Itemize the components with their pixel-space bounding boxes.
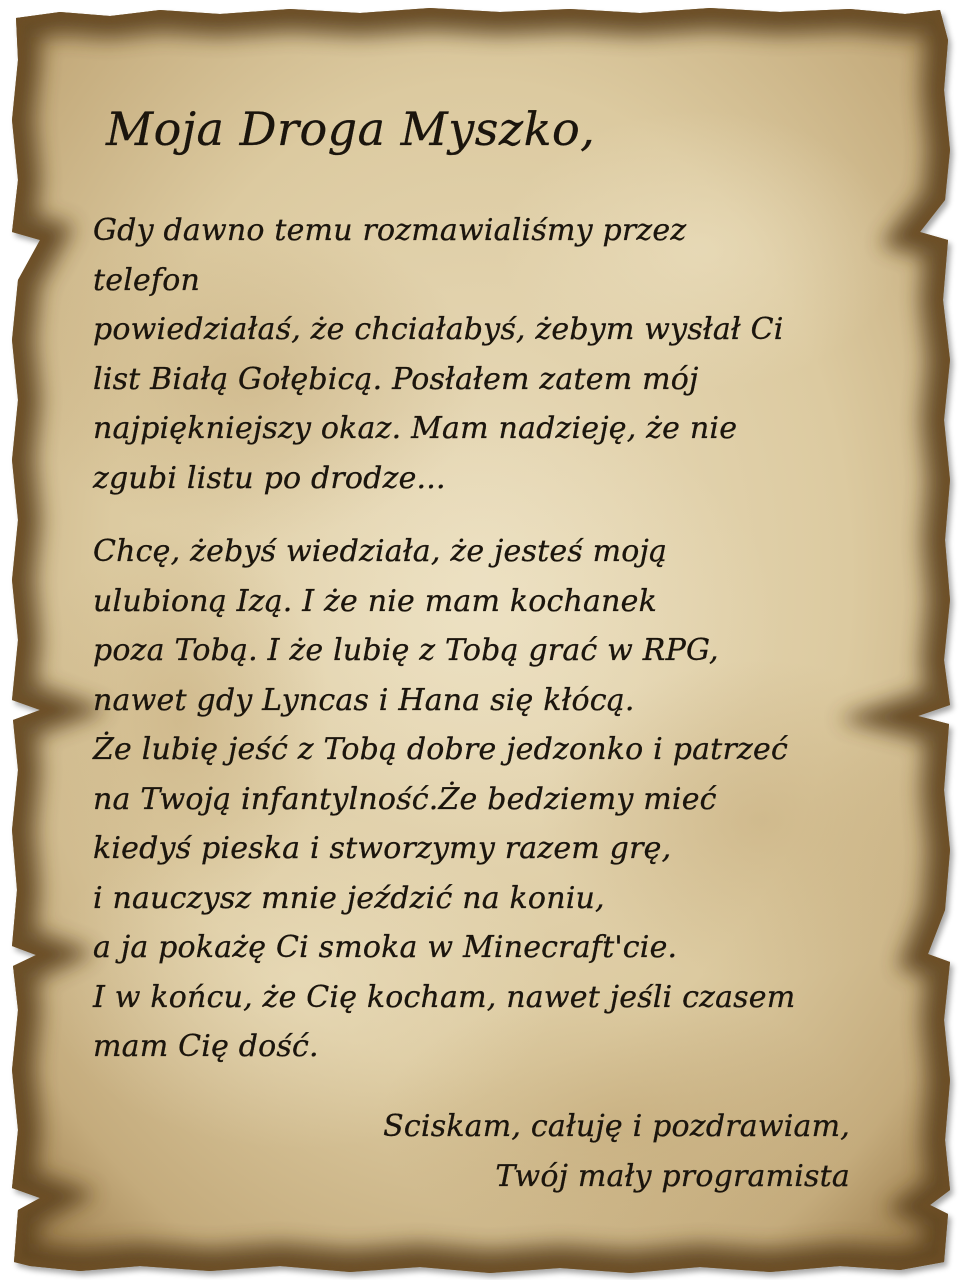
letter-line: nawet gdy Lyncas i Hana się kłócą. bbox=[93, 682, 635, 718]
letter-line: zgubi listu po drodze... bbox=[93, 460, 446, 496]
letter-line: Że lubię jeść z Tobą dobre jedzonko i patrzeć bbox=[93, 732, 788, 767]
letter-signature: Twój mały programista bbox=[495, 1158, 850, 1194]
letter-line: list Białą Gołębicą. Posłałem zatem mój bbox=[93, 361, 699, 397]
letter-greeting: Moja Droga Myszko, bbox=[106, 102, 596, 156]
letter-line: mam Cię dość. bbox=[93, 1029, 319, 1064]
letter-line: telefon bbox=[93, 262, 201, 298]
letter-line: a ja pokażę Ci smoka w Minecraft'cie. bbox=[93, 930, 678, 965]
letter-line: Gdy dawno temu rozmawialiśmy przez bbox=[93, 213, 687, 248]
letter-closing: Sciskam, całuję i pozdrawiam, bbox=[383, 1109, 850, 1144]
letter-line: poza Tobą. I że lubię z Tobą grać w RPG, bbox=[93, 633, 719, 668]
letter-line: ulubioną Izą. I że nie mam kochanek bbox=[93, 583, 657, 619]
letter-signoff bbox=[383, 1102, 850, 1201]
letter-line: Chcę, żebyś wiedziała, że jesteś moją bbox=[93, 534, 668, 569]
letter-line: kiedyś pieska i stworzymy razem grę, bbox=[93, 831, 672, 866]
letter-line: powiedziałaś, że chciałabyś, żebym wysłał Ci bbox=[93, 312, 784, 347]
letter-line: na Twoją infantylność.Że bedziemy mieć bbox=[93, 781, 717, 817]
letter-line: I w końcu, że Cię kocham, nawet jeśli czasem bbox=[93, 979, 796, 1015]
letter-line: i nauczysz mnie jeździć na koniu, bbox=[93, 880, 605, 916]
letter-paragraph-1 bbox=[93, 206, 784, 503]
letter-line: najpiękniejszy okaz. Mam nadzieję, że nie bbox=[93, 411, 738, 446]
letter-paragraph-2 bbox=[93, 527, 795, 1072]
